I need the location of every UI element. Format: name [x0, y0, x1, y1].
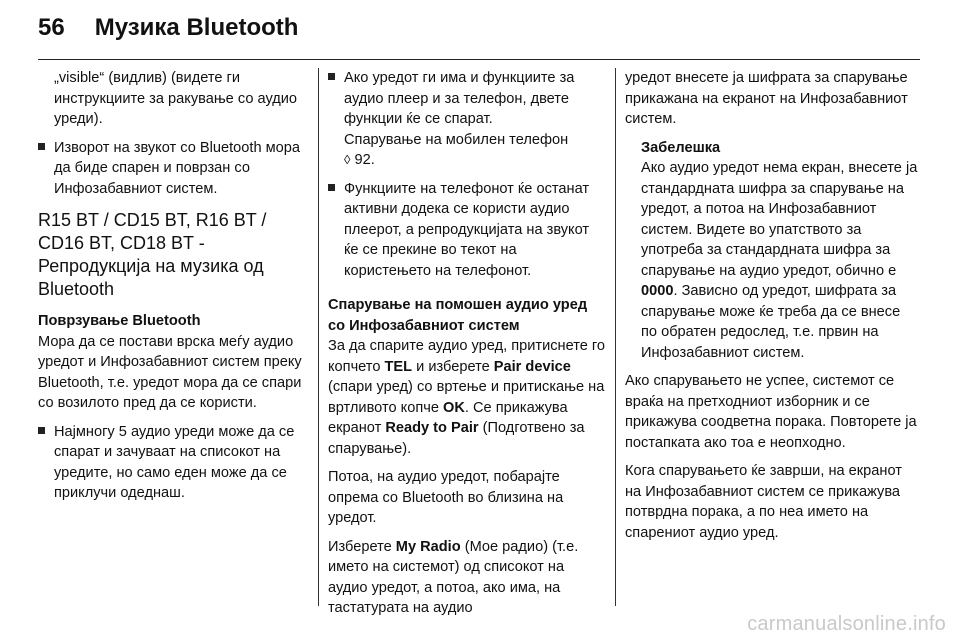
paragraph: За да спарите аудио уред, притиснете го копчето TEL и изберете Pair device (спари уред) со вртење и притискање на вртливото копче OK. Се прикажува екранот Ready to Pair (Подготвено за спарување).: [328, 338, 606, 457]
column-1: [38, 68, 306, 512]
bullet-text: Ако уредот ги има и функциите за аудио плеер и за телефон, двете функции ќе се спарат.: [344, 70, 575, 127]
default-code: 0000: [641, 283, 674, 299]
column-3: [625, 68, 920, 551]
subheading: Поврзување Bluetooth: [38, 313, 201, 329]
paragraph: Мора да се постави врска меѓу аудио уредот и Инфозабавниот систем преку Bluetooth, т.е. уредот мора да се спари со возилото пред да се користи.: [38, 333, 302, 411]
my-radio-label: My Radio: [395, 538, 461, 555]
bullet-item: [38, 138, 306, 200]
page-number: 56: [38, 14, 65, 41]
paragraph: уредот внесете ја шифрата за спарување прикажана на екранот на Инфозабавниот систем.: [625, 70, 908, 127]
ready-to-pair-label: Ready to Pair: [385, 420, 479, 436]
bullet-square-icon: [328, 73, 335, 80]
tel-button-label: TEL: [384, 358, 413, 375]
bullet-square-icon: [38, 427, 45, 434]
bullet-text: Изворот на звукот со Bluetooth мора да биде спарен и поврзан со Инфозабавниот систем.: [54, 139, 301, 197]
continued-text: „visible“ (видлив) (видете ги инструкциите за ракување со аудио уреди).: [54, 70, 298, 127]
pair-device-label: Pair device: [493, 358, 571, 375]
header-divider: [38, 59, 920, 60]
note-box: [625, 138, 920, 364]
note-title: Забелешка: [641, 139, 721, 156]
bullet-text: Функциите на телефонот ќе останат активни додека се користи аудио плеерот, а репродукцијата на звукот ќе се прекине во текот на користењето на телефонот.: [344, 180, 590, 279]
bullet-text: Најмногу 5 аудио уреди може да се спарат и зачуваат на списокот на уредите, но само еден може да се приклучи одеднаш.: [54, 423, 295, 501]
ok-knob-label: OK: [443, 399, 465, 416]
paragraph: Потоа, на аудио уредот, побарајте опрема со Bluetooth во близина на уредот.: [328, 469, 564, 526]
bullet-item: [38, 422, 306, 504]
paragraph: Кога спарувањето ќе заврши, на екранот на Инфозабавниот систем се прикажува потврдна порака, а по неа името на спарениот аудио уред.: [625, 463, 902, 541]
page-title: Музика Bluetooth: [94, 14, 299, 41]
section-heading: R15 BT / CD15 BT, R16 BT / CD16 BT, CD18 BT - Репродукција на музика од Bluetooth: [38, 210, 267, 299]
bullet-item: [328, 179, 606, 282]
column-divider-1: [318, 68, 319, 606]
watermark: carmanualsonline.info: [747, 613, 946, 635]
page-reference-arrow-icon: ◊: [344, 152, 351, 167]
bullet-square-icon: [38, 143, 45, 150]
column-divider-2: [615, 68, 616, 606]
column-2: [328, 68, 606, 627]
paragraph: Изберете My Radio (Мое радио) (т.е. името на системот) од списокот на аудио уредот, а потоа, ако има, на тастатурата на аудио: [328, 538, 579, 616]
note-text: Ако аудио уредот нема екран, внесете ја стандардната шифра за спарување на уредот, а потоа на Инфозабавниот систем. Видете во упатството за употреба за стандардната шифра за спарување на аудио уредот, обично е 0000. Зависно од уредот, шифрата за спарување може ќе треба да се внесе по обратен редослед, т.е. првин на Инфозабавниот систем.: [641, 160, 918, 361]
bullet-item: [328, 68, 606, 171]
page-header: [38, 14, 298, 54]
bullet-square-icon: [328, 184, 335, 191]
page-reference: 92.: [354, 152, 375, 168]
subheading: Спарување на помошен аудио уред со Инфозабавниот систем: [328, 297, 588, 334]
paragraph: Ако спарувањето не успее, системот се враќа на претходниот изборник и се прикажува соодветна порака. Повторете ја постапката ако тоа е неопходно.: [625, 373, 917, 451]
cross-reference-text: Спарување на мобилен телефон: [344, 131, 569, 148]
